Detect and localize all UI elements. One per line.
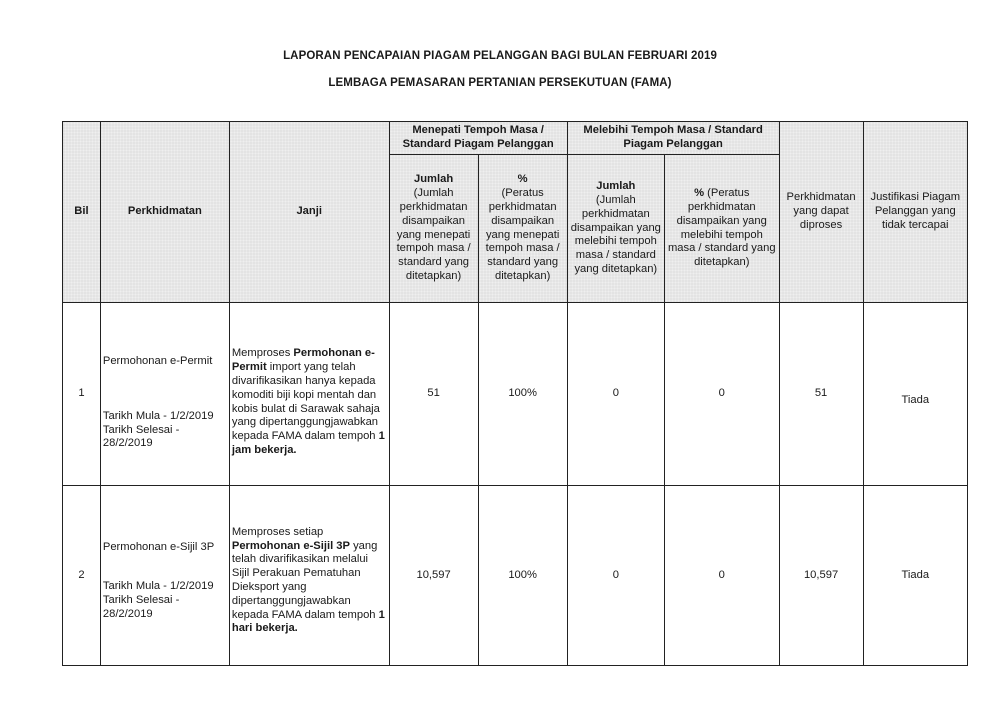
row-service bbox=[100, 303, 229, 486]
janji-deadline-bold: 1 hari bekerja. bbox=[231, 608, 385, 635]
row-janji bbox=[229, 486, 389, 666]
exceed-count-title: Jumlah bbox=[596, 180, 636, 193]
row-met-pct: 100% bbox=[478, 486, 567, 666]
charter-table bbox=[62, 121, 968, 666]
col-justification-header: Justifikasi Piagam Pelanggan yang tidak tercapai bbox=[863, 122, 967, 303]
row-met-count: 10,597 bbox=[389, 486, 478, 666]
met-count-title: Jumlah bbox=[413, 173, 454, 186]
row-bil: 1 bbox=[63, 303, 101, 486]
row-processed: 51 bbox=[779, 303, 863, 486]
janji-body: yang telah divarifikasikan melalui Sijil Perakuan Pematuhan Dieksport yang dipertanggungjawabkan kepada FAMA dalam tempoh bbox=[231, 539, 379, 621]
group-exceed-header: Melebihi Tempoh Masa / Standard Piagam Pelanggan bbox=[567, 122, 779, 155]
report-title: LAPORAN PENCAPAIAN PIAGAM PELANGGAN BAGI BULAN FEBRUARI 2019 bbox=[283, 50, 717, 62]
row-met-pct: 100% bbox=[478, 303, 567, 486]
service-name: Permohonan e-Sijil 3P bbox=[102, 541, 215, 554]
col-exceed-count-header bbox=[567, 155, 664, 303]
service-name: Permohonan e-Permit bbox=[102, 354, 213, 367]
row-exceed-count: 0 bbox=[567, 303, 664, 486]
row-exceed-count: 0 bbox=[567, 486, 664, 666]
met-pct-desc: (Peratus perkhidmatan disampaikan yang menepati tempoh masa / standard yang ditetapkan) bbox=[485, 187, 560, 282]
group-met-header: Menepati Tempoh Masa / Standard Piagam Pelanggan bbox=[389, 122, 567, 155]
service-end-date: Tarikh Selesai - 28/2/2019 bbox=[102, 423, 180, 450]
janji-prefix: Memproses setiap bbox=[231, 525, 324, 538]
col-janji-header: Janji bbox=[229, 122, 389, 303]
janji-body: import yang telah divarifikasikan hanya kepada komoditi biji kopi mentah dan kobis bulat di Sarawak sahaja yang dipertanggungjawabkan kepada FAMA dalam tempoh bbox=[231, 361, 380, 443]
col-met-pct-header bbox=[478, 155, 567, 303]
row-met-count: 51 bbox=[389, 303, 478, 486]
col-exceed-pct-header bbox=[664, 155, 779, 303]
row-processed: 10,597 bbox=[779, 486, 863, 666]
service-start-date: Tarikh Mula - 1/2/2019 bbox=[102, 580, 214, 593]
row-exceed-pct: 0 bbox=[664, 303, 779, 486]
row-exceed-pct: 0 bbox=[664, 486, 779, 666]
row-justification: Tiada bbox=[863, 486, 967, 666]
table-row bbox=[63, 303, 968, 486]
janji-deadline-bold: 1 jam bekerja. bbox=[231, 430, 385, 456]
col-bil-header: Bil bbox=[63, 122, 101, 303]
table-row bbox=[63, 486, 968, 666]
col-processed-header: Perkhidmatan yang dapat diproses bbox=[779, 122, 863, 303]
row-bil: 2 bbox=[63, 486, 101, 666]
janji-prefix: Memproses bbox=[231, 347, 294, 360]
janji-service-bold: Permohonan e-Permit bbox=[231, 347, 375, 374]
row-janji bbox=[229, 303, 389, 486]
exceed-pct-desc: (Peratus perkhidmatan disampaikan yang melebihi tempoh masa / standard yang ditetapkan) bbox=[667, 187, 776, 269]
service-start-date: Tarikh Mula - 1/2/2019 bbox=[102, 409, 214, 422]
exceed-count-desc: (Jumlah perkhidmatan disampaikan yang melebihi tempoh masa / standard yang ditetapkan) bbox=[570, 194, 661, 275]
row-justification: Tiada bbox=[863, 303, 967, 486]
met-count-desc: (Jumlah perkhidmatan disampaikan yang menepati tempoh masa / standard yang ditetapkan) bbox=[396, 187, 471, 282]
col-met-count-header bbox=[389, 155, 478, 303]
report-subtitle: LEMBAGA PEMASARAN PERTANIAN PERSEKUTUAN (FAMA) bbox=[328, 77, 672, 89]
met-pct-title: % bbox=[517, 173, 528, 186]
row-service bbox=[100, 486, 229, 666]
janji-service-bold: Permohonan e-Sijil 3P bbox=[231, 539, 350, 552]
col-perkhidmatan-header: Perkhidmatan bbox=[100, 122, 229, 303]
exceed-pct-title: % bbox=[694, 187, 705, 200]
service-end-date: Tarikh Selesai - 28/2/2019 bbox=[102, 594, 180, 620]
